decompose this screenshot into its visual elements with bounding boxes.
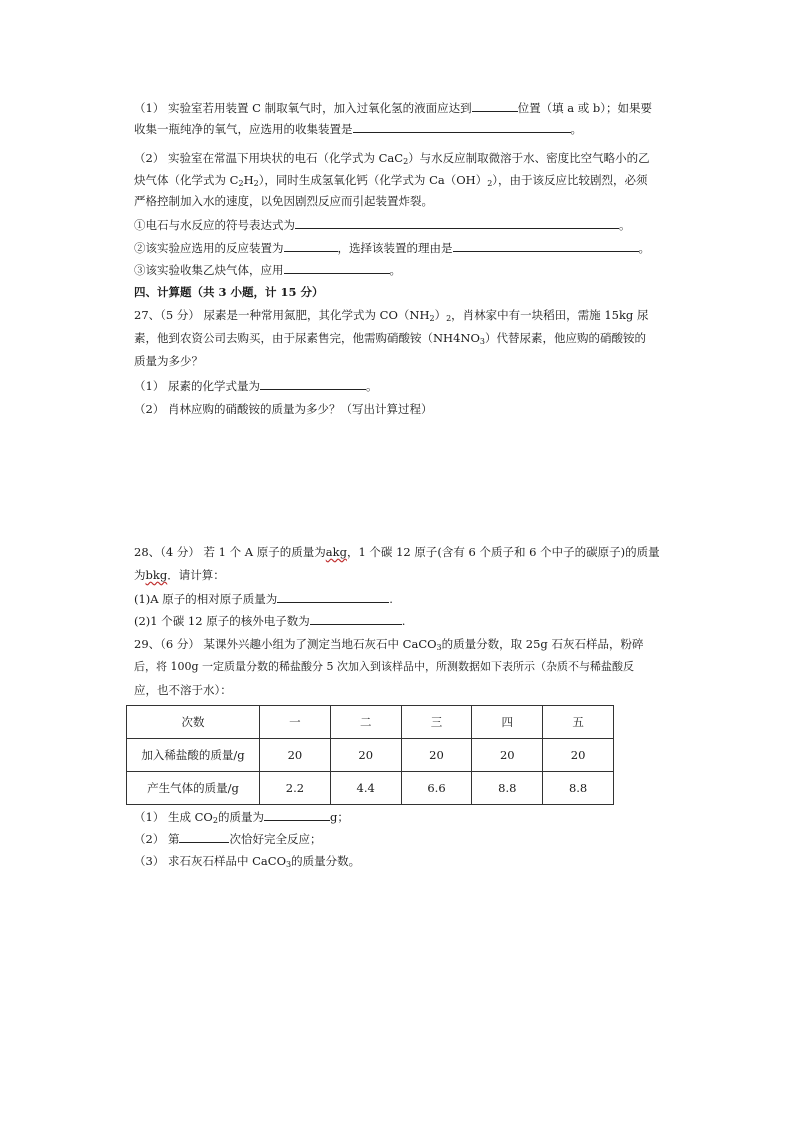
- subscript: 2: [212, 816, 218, 825]
- table-header-cell: 二: [330, 706, 401, 739]
- section-title: [134, 284, 324, 300]
- subscript: 2: [403, 157, 409, 166]
- q27-text: 。: [365, 379, 378, 393]
- table-header-cell: 四: [472, 706, 543, 739]
- table-header-cell: 一: [260, 706, 331, 739]
- q27-text: 素，他到农资公司去购买，由于尿素售完，他需购硝酸铵（NH4NO: [134, 331, 480, 345]
- q27-sub2: [134, 401, 432, 417]
- subscript: 2: [238, 179, 244, 188]
- answer-blank[interactable]: [453, 239, 639, 252]
- table-cell: 4.4: [330, 772, 401, 805]
- q2-text: ），同时生成氢氧化钙（化学式为 Ca（OH）: [258, 173, 488, 187]
- q29-text: 的质量为: [217, 810, 264, 824]
- q29-sub1: [134, 808, 349, 829]
- subscript: 3: [479, 337, 485, 346]
- table-cell: 加入稀盐酸的质量/g: [127, 739, 260, 772]
- answer-blank[interactable]: [284, 239, 338, 252]
- q28-text: .: [401, 614, 406, 628]
- answer-blank[interactable]: [310, 612, 402, 625]
- q27-text: ）代替尿素，他应购的硝酸铵的: [485, 331, 646, 345]
- q29-text: 后，将 100g 一定质量分数的稀盐酸分 5 次加入到该样品中，所测数据如下表所示（杂质不与稀盐酸反: [134, 660, 635, 673]
- q28-text: (1)A 原子的相对原子质量为: [134, 592, 278, 606]
- q29-text: （1） 生成 CO: [134, 810, 213, 824]
- table-cell: 20: [401, 739, 472, 772]
- subscript: 2: [446, 314, 452, 323]
- q29-line2: [134, 659, 634, 675]
- q29-text: 的质量分数。: [291, 854, 361, 868]
- q28-sub1: [134, 590, 393, 607]
- q2-line1: [134, 150, 650, 170]
- subscript: 2: [487, 179, 493, 188]
- q2-line2: [134, 172, 648, 192]
- answer-blank[interactable]: [264, 808, 330, 821]
- q2-text: ②该实验应选用的反应装置为: [134, 241, 284, 255]
- table-header-row: [127, 706, 614, 739]
- q28-text: ．请计算：: [167, 568, 225, 582]
- q1-text: 位置（填 a 或 b）；如果要: [517, 101, 653, 115]
- q2-text: 。: [619, 218, 631, 232]
- q28-text: (2)1 个碳 12 原子的核外电子数为: [134, 614, 310, 628]
- q28-text: 28、（4 分） 若 1 个 A 原子的质量为: [134, 545, 326, 559]
- q27-text: 质量为多少？: [134, 354, 203, 368]
- subscript: 3: [436, 643, 442, 652]
- answer-blank[interactable]: [284, 261, 390, 274]
- q28-text: .: [389, 592, 393, 606]
- table-cell: 产生气体的质量/g: [127, 772, 260, 805]
- table-header-cell: 次数: [127, 706, 260, 739]
- q28-line1: [134, 544, 660, 560]
- q2-text: 。: [389, 263, 401, 277]
- q28-text: ，1 个碳 12 原子(含有 6 个质子和 6 个中子的碳原子)的质量: [346, 545, 660, 559]
- answer-blank[interactable]: [472, 99, 518, 112]
- table-header-cell: 五: [543, 706, 614, 739]
- table-cell: 6.6: [401, 772, 472, 805]
- q27-text: 27、（5 分） 尿素是一种常用氮肥，其化学式为 CO（NH: [134, 308, 430, 322]
- q2-sub3: [134, 261, 401, 278]
- q29-text: 应，也不溶于水）：: [134, 683, 232, 697]
- q27-text: ，肖林家中有一块稻田，需施 15kg 尿: [451, 308, 649, 322]
- results-table: [126, 705, 614, 805]
- q2-text: ①电石与水反应的符号表达式为: [134, 218, 295, 232]
- q1-line2: [134, 120, 582, 137]
- q29-line3: [134, 682, 232, 698]
- table-cell: 2.2: [260, 772, 331, 805]
- q2-sub1: [134, 216, 631, 233]
- q27-text: ）: [434, 308, 447, 322]
- q2-text: ），由于该反应比较剧烈，必须: [492, 173, 648, 187]
- q2-text: 严格控制加入水的速度，以免因剧烈反应而引起装置炸裂。: [134, 194, 433, 208]
- table-cell: 20: [330, 739, 401, 772]
- q29-line1: [134, 636, 643, 656]
- q1-line1: [134, 99, 652, 116]
- table-row: [127, 772, 614, 805]
- q2-text: ③该实验收集乙炔气体，应用: [134, 263, 284, 277]
- table-cell: 20: [543, 739, 614, 772]
- q2-text: 。: [638, 241, 650, 255]
- q28-bkg: bkg: [145, 568, 168, 582]
- q29-sub3: [134, 853, 360, 873]
- answer-blank[interactable]: [179, 830, 229, 843]
- q29-text: （2） 第: [134, 832, 180, 846]
- table-row: [127, 739, 614, 772]
- q1-text: 收集一瓶纯净的氧气，应选用的收集装置是: [134, 122, 353, 136]
- q27-line1: [134, 307, 648, 327]
- table-header-cell: 三: [401, 706, 472, 739]
- q2-text: ）与水反应制取微溶于水、密度比空气略小的乙: [408, 151, 650, 165]
- q29-text: 次恰好完全反应；: [229, 832, 322, 846]
- q2-line3: [134, 193, 433, 209]
- q27-line2: [134, 330, 646, 350]
- q29-text: g；: [329, 810, 349, 824]
- answer-blank[interactable]: [260, 377, 366, 390]
- q27-text: （1） 尿素的化学式量为: [134, 379, 260, 393]
- q29-text: 29、（6 分） 某课外兴趣小组为了测定当地石灰石中 CaCO: [134, 637, 437, 651]
- table-cell: 8.8: [472, 772, 543, 805]
- table-cell: 8.8: [543, 772, 614, 805]
- q28-akg: akg: [325, 545, 347, 559]
- q29-text: （3） 求石灰石样品中 CaCO: [134, 854, 287, 868]
- q28-line2: [134, 567, 225, 583]
- answer-blank[interactable]: [353, 120, 571, 133]
- table-cell: 20: [260, 739, 331, 772]
- answer-blank[interactable]: [277, 590, 389, 603]
- q28-text: 为: [134, 568, 146, 582]
- answer-blank[interactable]: [295, 216, 619, 229]
- q2-text: H: [243, 173, 254, 187]
- section-title-text: 四、计算题（共 3 小题，计 15 分）: [134, 285, 324, 299]
- q2-text: ，选择该装置的理由是: [337, 241, 453, 255]
- q1-text: 。: [570, 122, 582, 136]
- q28-sub2: [134, 612, 405, 629]
- q2-sub2: [134, 239, 650, 256]
- q2-text: 炔气体（化学式为 C: [134, 173, 239, 187]
- q27-line3: [134, 353, 203, 369]
- table-cell: 20: [472, 739, 543, 772]
- q29-text: 的质量分数，取 25g 石灰石样品，粉碎: [441, 637, 644, 651]
- q2-text: （2） 实验室在常温下用块状的电石（化学式为 CaC: [134, 151, 404, 165]
- subscript: 2: [253, 179, 259, 188]
- q1-text: （1） 实验室若用装置 C 制取氧气时，加入过氧化氢的液面应达到: [134, 101, 472, 115]
- q27-sub1: [134, 377, 377, 394]
- q27-text: （2） 肖林应购的硝酸铵的质量为多少？（写出计算过程）: [134, 402, 433, 416]
- subscript: 3: [286, 860, 292, 869]
- q29-sub2: [134, 830, 321, 847]
- subscript: 2: [429, 314, 435, 323]
